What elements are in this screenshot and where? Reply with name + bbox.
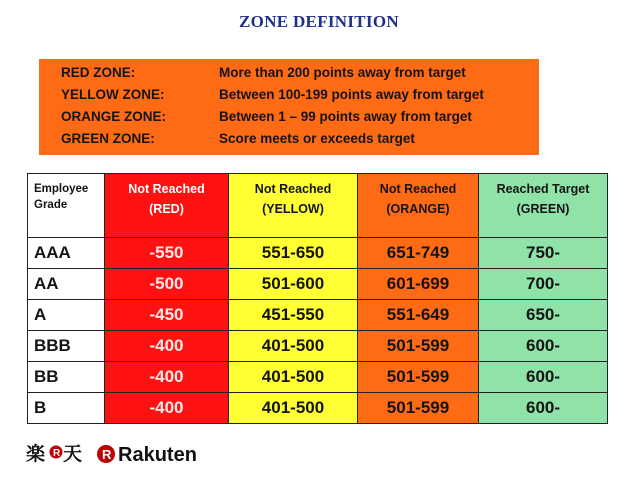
yellow-cell: 551-650	[229, 238, 358, 269]
zone-row-red	[61, 65, 466, 80]
orange-cell: 651-749	[358, 238, 479, 269]
header-red: Not Reached (RED)	[105, 174, 229, 238]
grade-cell: AA	[28, 269, 105, 300]
table-row	[28, 362, 608, 393]
svg-text:天: 天	[63, 443, 83, 465]
grade-cell: BB	[28, 362, 105, 393]
zone-name: YELLOW ZONE:	[61, 87, 165, 102]
red-cell: -500	[105, 269, 229, 300]
zone-name: RED ZONE:	[61, 65, 136, 80]
grade-cell: B	[28, 393, 105, 424]
orange-cell: 501-599	[358, 362, 479, 393]
red-cell: -400	[105, 362, 229, 393]
rakuten-kanji-logo	[26, 440, 86, 466]
yellow-cell: 501-600	[229, 269, 358, 300]
zone-name: GREEN ZONE:	[61, 131, 155, 146]
svg-text:R: R	[102, 447, 112, 462]
green-cell: 600-	[479, 393, 608, 424]
svg-text:楽: 楽	[26, 443, 46, 465]
orange-cell: 601-699	[358, 269, 479, 300]
table-row	[28, 393, 608, 424]
header-orange: Not Reached (ORANGE)	[358, 174, 479, 238]
zone-desc: Score meets or exceeds target	[219, 131, 415, 146]
page-title: ZONE DEFINITION	[239, 12, 399, 31]
zone-name: ORANGE ZONE:	[61, 109, 167, 124]
table-row	[28, 331, 608, 362]
grade-target-table	[27, 173, 608, 424]
zone-desc: More than 200 points away from target	[219, 65, 466, 80]
yellow-cell: 401-500	[229, 362, 358, 393]
green-cell: 750-	[479, 238, 608, 269]
orange-cell: 551-649	[358, 300, 479, 331]
table-row	[28, 238, 608, 269]
rakuten-wordmark-logo	[96, 442, 236, 466]
zone-desc: Between 1 – 99 points away from target	[219, 109, 472, 124]
yellow-cell: 401-500	[229, 331, 358, 362]
header-employee-grade: Employee Grade	[28, 174, 105, 238]
orange-cell: 501-599	[358, 331, 479, 362]
red-cell: -550	[105, 238, 229, 269]
grade-cell: BBB	[28, 331, 105, 362]
zone-row-green	[61, 131, 415, 146]
svg-text:R: R	[53, 448, 61, 459]
header-green: Reached Target (GREEN)	[479, 174, 608, 238]
zone-row-orange	[61, 109, 472, 124]
yellow-cell: 451-550	[229, 300, 358, 331]
green-cell: 650-	[479, 300, 608, 331]
header-yellow: Not Reached (YELLOW)	[229, 174, 358, 238]
zone-row-yellow	[61, 87, 484, 102]
table-header-row	[28, 174, 608, 238]
green-cell: 600-	[479, 362, 608, 393]
grade-cell: A	[28, 300, 105, 331]
orange-cell: 501-599	[358, 393, 479, 424]
yellow-cell: 401-500	[229, 393, 358, 424]
red-cell: -400	[105, 393, 229, 424]
red-cell: -400	[105, 331, 229, 362]
zone-desc: Between 100-199 points away from target	[219, 87, 484, 102]
svg-text:Rakuten: Rakuten	[118, 444, 197, 466]
table-row	[28, 300, 608, 331]
grade-cell: AAA	[28, 238, 105, 269]
table-row	[28, 269, 608, 300]
red-cell: -450	[105, 300, 229, 331]
zone-definition-box	[39, 59, 539, 155]
green-cell: 700-	[479, 269, 608, 300]
green-cell: 600-	[479, 331, 608, 362]
